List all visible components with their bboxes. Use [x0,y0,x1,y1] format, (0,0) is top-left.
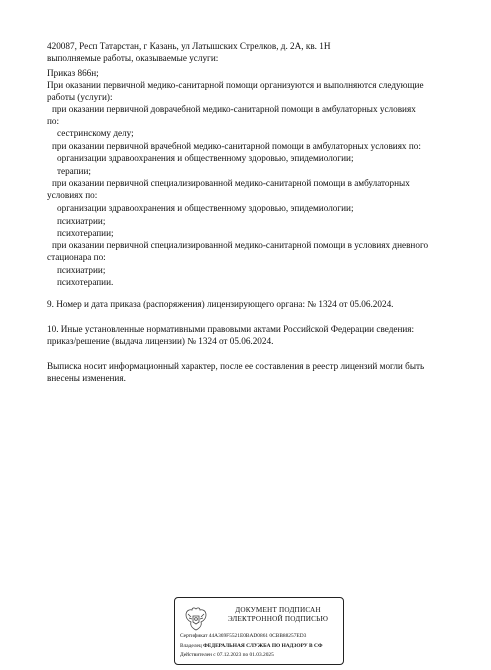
stamp-title-2: ЭЛЕКТРОННОЙ ПОДПИСЬЮ [227,615,329,623]
coat-of-arms-icon [181,604,211,634]
paragraph-line: по: [47,116,60,126]
list-item: организации здравоохранения и общественному здоровью, эпидемиологии; [57,203,354,213]
list-item: сестринскому делу; [57,128,134,138]
other-info-line: приказ/решение (выдача лицензии) № 1324 от 05.06.2024. [47,336,274,346]
paragraph-line: работы (услуги): [47,92,113,102]
owner-name: ФЕДЕРАЛЬНАЯ СЛУЖБА ПО НАДЗОРУ В СФ [203,643,323,649]
disclaimer-line: Выписка носит информационный характер, после ее составления в реестр лицензий могли быть [47,361,425,371]
other-info-line: 10. Иные установленные нормативными правовыми актами Российской Федерации сведения: [47,324,415,334]
paragraph-line: при оказании первичной специализированной медико-санитарной помощи в амбулаторных [52,178,410,188]
order-number-line: 9. Номер и дата приказа (распоряжения) лицензирующего органа: № 1324 от 05.06.2024. [47,299,394,309]
paragraph-line: при оказании первичной врачебной медико-санитарной помощи в амбулаторных условиях по: [52,141,421,151]
paragraph-line: условиях по: [47,190,98,200]
order-line: Приказ 866н; [47,68,99,78]
owner-row [180,643,323,650]
list-item: психиатрии; [57,216,106,226]
paragraph-line: при оказании первичной доврачебной медико-санитарной помощи в амбулаторных условиях [52,104,416,114]
validity-period: Действителен с 07.12.2023 по 01.03.2025 [180,652,274,658]
disclaimer-line: внесены изменения. [47,373,126,383]
paragraph-line: При оказании первичной медико-санитарной помощи организуются и выполняются следующие [47,80,424,90]
services-heading: выполняемые работы, оказываемые услуги: [47,53,219,63]
certificate-number: Сертификат 44A369F5521E0BAD0861 0CBB88257ED3 [180,633,307,639]
list-item: психотерапии. [57,277,114,287]
list-item: психиатрии; [57,265,106,275]
paragraph-line: стационара по: [47,252,106,262]
owner-label: Владелец [180,643,202,649]
paragraph-line: при оказании первичной специализированной медико-санитарной помощи в условиях дневного [52,240,429,250]
list-item: психотерапии; [57,228,114,238]
stamp-title-1: ДОКУМЕНТ ПОДПИСАН [235,606,321,614]
list-item: терапии; [57,166,91,176]
list-item: организации здравоохранения и общественному здоровью, эпидемиологии; [57,153,354,163]
address-line: 420087, Респ Татарстан, г Казань, ул Латышских Стрелков, д. 2А, кв. 1Н [47,41,331,51]
electronic-signature-stamp [174,597,344,665]
